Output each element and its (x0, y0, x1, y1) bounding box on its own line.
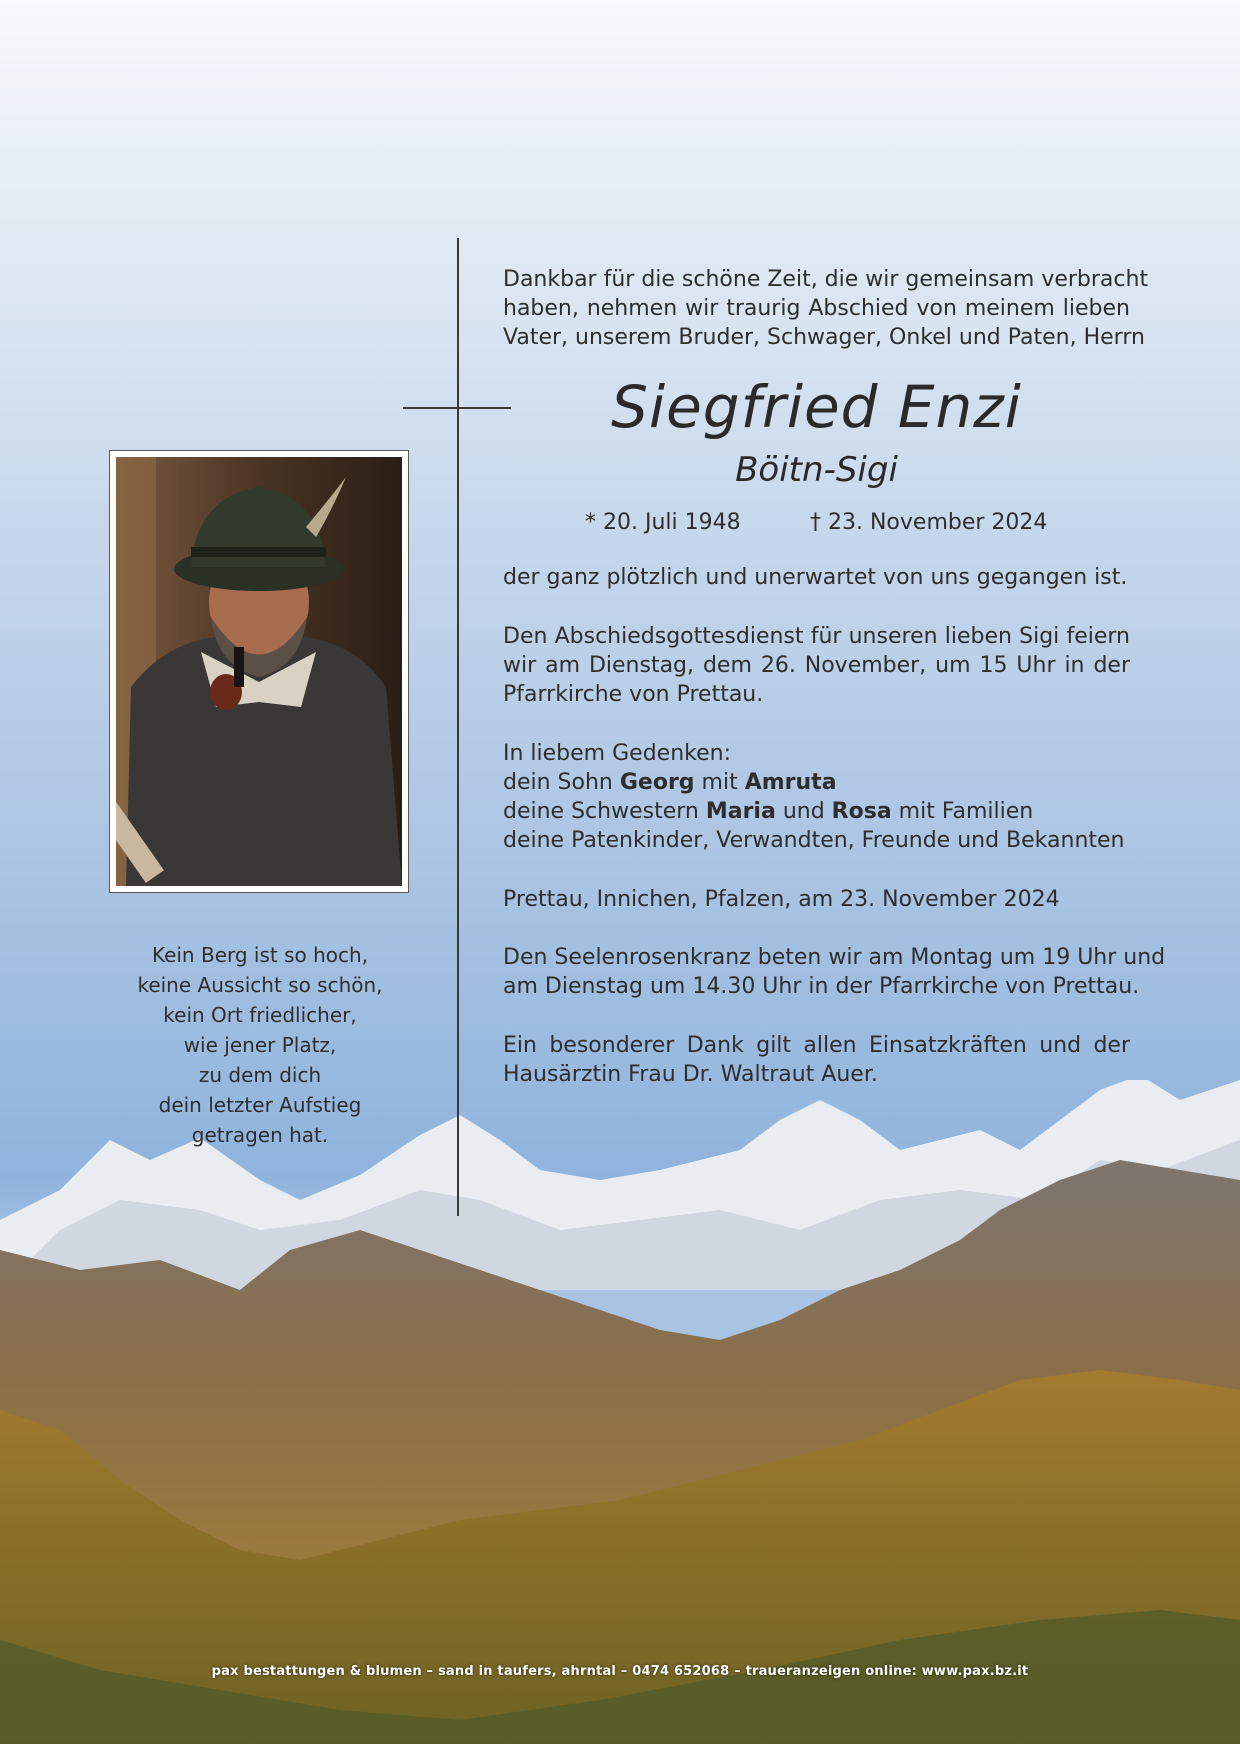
mourners-list (503, 739, 1130, 855)
mourner-text: und (775, 799, 832, 824)
place-date-text: Prettau, Innichen, Pfalzen, am 23. November 2024 (503, 887, 1060, 912)
funeral-line: Pfarrkirche von Prettau. (503, 682, 764, 707)
intro-line: Dankbar für die schöne Zeit, die wir gemeinsam verbracht (503, 267, 1149, 292)
birth-date: * 20. Juli 1948 (585, 510, 741, 535)
mourners-heading: In liebem Gedenken: (503, 741, 731, 766)
mourner-name: Rosa (831, 799, 892, 824)
mountain-landscape-image (0, 1080, 1240, 1744)
poem-line: Kein Berg ist so hoch, (151, 943, 369, 967)
mourner-text: mit Familien (891, 799, 1034, 824)
mourner-text: dein Sohn (503, 770, 620, 795)
deceased-nickname: Böitn-Sigi (735, 450, 898, 490)
portrait-photo (109, 450, 409, 893)
intro-line: Vater, unserem Bruder, Schwager, Onkel und Paten, Herrn (503, 325, 1145, 350)
deceased-name: Siegfried Enzi (611, 373, 1022, 441)
passing-note (503, 563, 1130, 592)
thanks-line: Ein besonderer Dank gilt allen Einsatzkräften und der (503, 1033, 1130, 1058)
mourner-name: Georg (619, 770, 695, 795)
poem (110, 940, 410, 1150)
rosary-line: Den Seelenrosenkranz beten wir am Montag um 19 Uhr und (503, 945, 1166, 970)
mourner-text: deine Schwestern (503, 799, 706, 824)
funeral-line: Den Abschiedsgottesdienst für unseren lieben Sigi feiern (503, 624, 1130, 649)
thanks-text (503, 1031, 1130, 1089)
funeral-line: wir am Dienstag, dem 26. November, um 15 Uhr in der (503, 653, 1130, 678)
mourner-text: mit (694, 770, 745, 795)
mourner-name: Amruta (744, 770, 837, 795)
intro-text (503, 265, 1149, 352)
poem-line: zu dem dich (198, 1063, 322, 1087)
funeral-text (503, 622, 1130, 709)
poem-line: kein Ort friedlicher, (163, 1003, 357, 1027)
thanks-line: Hausärztin Frau Dr. Waltraut Auer. (503, 1062, 878, 1087)
footer-credits: pax bestattungen & blumen – sand in taufers, ahrntal – 0474 652068 – traueranzeigen online: www.pax.bz.it (211, 1664, 1029, 1679)
cross-horizontal-line (403, 407, 511, 409)
passing-note-text: der ganz plötzlich und unerwartet von uns gegangen ist. (503, 565, 1128, 590)
death-date: † 23. November 2024 (810, 510, 1048, 535)
poem-line: wie jener Platz, (183, 1033, 337, 1057)
mourner-sisters (503, 797, 1130, 826)
poem-line: keine Aussicht so schön, (137, 973, 383, 997)
rosary-line: am Dienstag um 14.30 Uhr in der Pfarrkirche von Prettau. (503, 974, 1140, 999)
poem-line: getragen hat. (191, 1123, 329, 1147)
portrait-image (116, 457, 402, 886)
place-date (503, 885, 1130, 914)
poem-line: dein letzter Aufstieg (158, 1093, 362, 1117)
mourner-others: deine Patenkinder, Verwandten, Freunde und Bekannten (503, 828, 1125, 853)
rosary-text (503, 943, 1166, 1001)
mourner-son (503, 768, 1130, 797)
cross-vertical-line (457, 238, 459, 1216)
intro-line: haben, nehmen wir traurig Abschied von meinem lieben (503, 296, 1130, 321)
mourner-name: Maria (705, 799, 776, 824)
